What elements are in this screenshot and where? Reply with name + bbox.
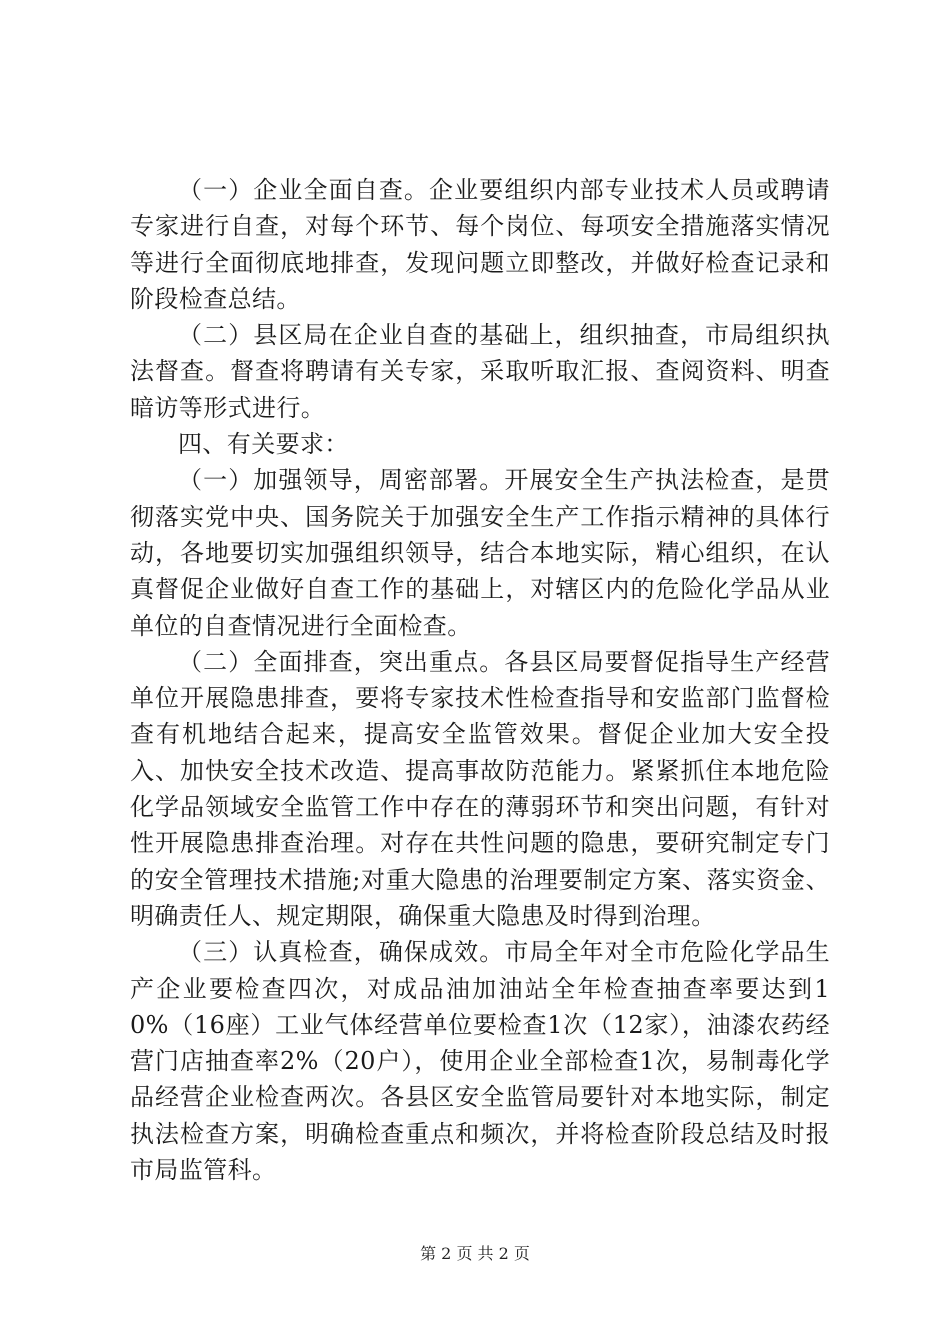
paragraph-enterprise-self-check: （一）企业全面自查。企业要组织内部专业技术人员或聘请专家进行自查，对每个环节、每个岗位、每项安全措施落实情况等进行全面彻底地排查，发现问题立即整改，并做好检查记录和阶段检查总结。 <box>130 176 830 313</box>
paragraph-comprehensive-investigation: （二）全面排查，突出重点。各县区局要督促指导生产经营单位开展隐患排查，要将专家技术性检查指导和安监部门监督检查有机地结合起来，提高安全监管效果。督促企业加大安全投入、加快安全技术改造、提高事故防范能力。紧紧抓住本地危险化学品领域安全监管工作中存在的薄弱环节和突出问题，有针对性开展隐患排查治理。对存在共性问题的隐患，要研究制定专门的安全管理技术措施;对重大隐患的治理要制定方案、落实资金、明确责任人、规定期限，确保重大隐患及时得到治理。 <box>130 647 830 930</box>
paragraph-strengthen-leadership: （一）加强领导，周密部署。开展安全生产执法检查，是贯彻落实党中央、国务院关于加强安全生产工作指示精神的具体行动，各地要切实加强组织领导，结合本地实际，精心组织，在认真督促企业做好自查工作的基础上，对辖区内的危险化学品从业单位的自查情况进行全面检查。 <box>130 466 830 640</box>
document-body <box>130 172 830 1188</box>
paragraph-county-spot-check: （二）县区局在企业自查的基础上，组织抽查，市局组织执法督查。督查将聘请有关专家，采取听取汇报、查阅资料、明查暗访等形式进行。 <box>130 321 830 422</box>
section-heading-requirements: 四、有关要求： <box>178 430 349 459</box>
paragraph-earnest-inspection: （三）认真检查，确保成效。市局全年对全市危险化学品生产企业要检查四次，对成品油加油站全年检查抽查率要达到10%（16座）工业气体经营单位要检查1次（12家），油漆农药经营门店抽查率2%（20户），使用企业全部检查1次，易制毒化学品经营企业检查两次。各县区安全监管局要针对本地实际，制定执法检查方案，明确检查重点和频次，并将检查阶段总结及时报市局监管科。 <box>130 938 830 1185</box>
page-footer: 第 2 页 共 2 页 <box>420 1244 530 1263</box>
